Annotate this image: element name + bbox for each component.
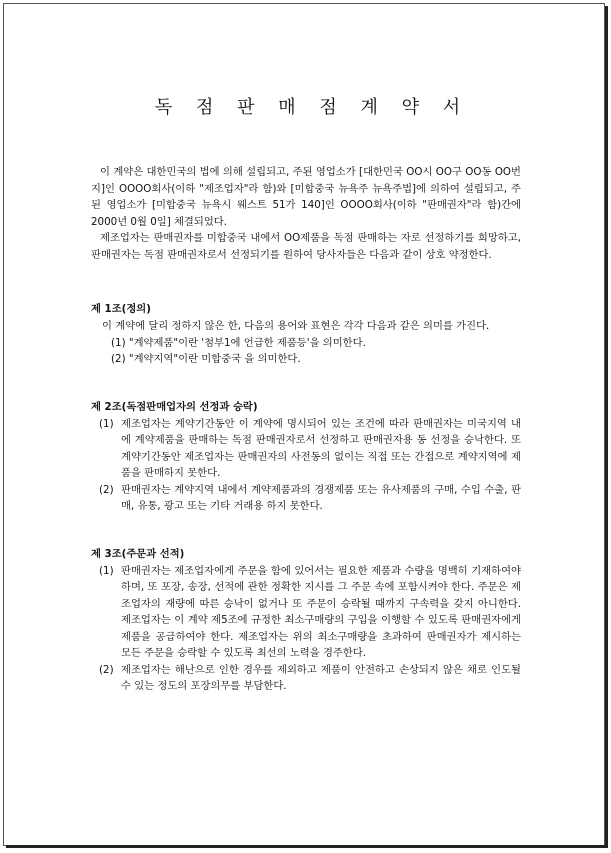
article-1-title: 제 1조(정의) [91, 303, 151, 315]
article-3-item-1 [91, 563, 521, 662]
article-3-item-2-text: 제조업자는 해난으로 인한 경우를 제외하고 제품이 안전하고 손상되지 않은 채로 인도될 수 있는 정도의 포장의무를 부담한다. [121, 663, 521, 692]
article-1-item-1: (1) "계약제품"이란 '첨부1에 언급한 제품등'을 의미한다. [111, 336, 366, 349]
document-title: 독 점 판 매 점 계 약 서 [154, 97, 470, 118]
article-1-body: 이 계약에 달리 정하지 않은 한, 다음의 용어와 표현은 각각 다음과 같은 의미를 가진다. [102, 320, 490, 332]
article-3-title: 제 3조(주문과 선적) [91, 547, 185, 560]
article-3-item-1-number: (1) [99, 564, 114, 577]
article-2-item-2-number: (2) [99, 483, 114, 496]
article-3-item-1-text: 판매권자는 제조업자에게 주문을 함에 있어서는 필요한 제품과 수량을 명백히 기재하여야하며, 또 포장, 송장, 선적에 관한 정확한 지시를 그 주문 속에 포함시켜야 한다. 주문은 제조업자의 재량에 따른 승낙이 없거나 또 주문이 승락될 때까지 구속력을 갖지 아니한다. 제조업자는 이 계약 제5조에 규정한 최소구매량의 구입을 이행할 수 있도록 판매권자에게 제품을 공급하여야 한다. 제조업자는 위의 최소구매량을 초과하여 판매권자가 제시하는 모든 주문을 승락할 수 있도록 최선의 노력을 경주한다. [121, 564, 521, 659]
article-2-title: 제 2조(독점판매업자의 선정과 승락) [91, 400, 258, 413]
article-2-item-1 [91, 416, 521, 482]
page-shadow-right [605, 6, 608, 847]
article-1-item-2: (2) "계약지역"이란 미합중국 을 의미한다. [111, 353, 301, 365]
article-2-item-1-text: 제조업자는 계약기간동안 이 계약에 명시되어 있는 조건에 따라 판매권자는 미국지역 내에 계약제품을 판매하는 독점 판매권자로서 선정하고 판매권자용 동 선정을 승낙한다. 또 계약기간동안 제조업자는 판매권자의 사전동의 없이는 직접 또는 간접으로 계약지역에 제품을 판매하지 못한다. [121, 417, 521, 479]
document-content [91, 96, 521, 695]
page-shadow-bottom [6, 845, 608, 848]
intro-paragraph-1: 이 계약은 대한민국의 법에 의해 설립되고, 주된 영업소가 [대한민국 OO시 OO구 OO동 OO번지]인 OOOO회사(이하 "제조업자"라 함)와 [미합중국 뉴욕주 뉴욕주법]에 의하여 설립되고, 주된 영업소가 [미합중국 뉴욕시 웨스트 51가 140]인 OOOO회사(이하 "판매권자"라 함)간에 2000년 0월 0일] 체결되었다. [91, 166, 521, 228]
article-2-item-2 [91, 482, 521, 515]
article-2-item-1-number: (1) [99, 417, 114, 430]
article-3-item-2 [91, 662, 521, 695]
article-2-item-2-text: 판매권자는 계약지역 내에서 계약제품과의 경쟁제품 또는 유사제품의 구매, 수입 수출, 판매, 유통, 광고 또는 기타 거래용 하지 못한다. [121, 483, 521, 512]
article-3-item-2-number: (2) [99, 663, 114, 676]
intro-paragraph-2: 제조업자는 판매권자를 미합중국 내에서 OO제품을 독점 판매하는 자로 선정하기를 희망하고, 판매권자는 독점 판매권자로서 선정되기를 원하여 당사자들은 다음과 같이 상호 약정한다. [91, 232, 521, 261]
